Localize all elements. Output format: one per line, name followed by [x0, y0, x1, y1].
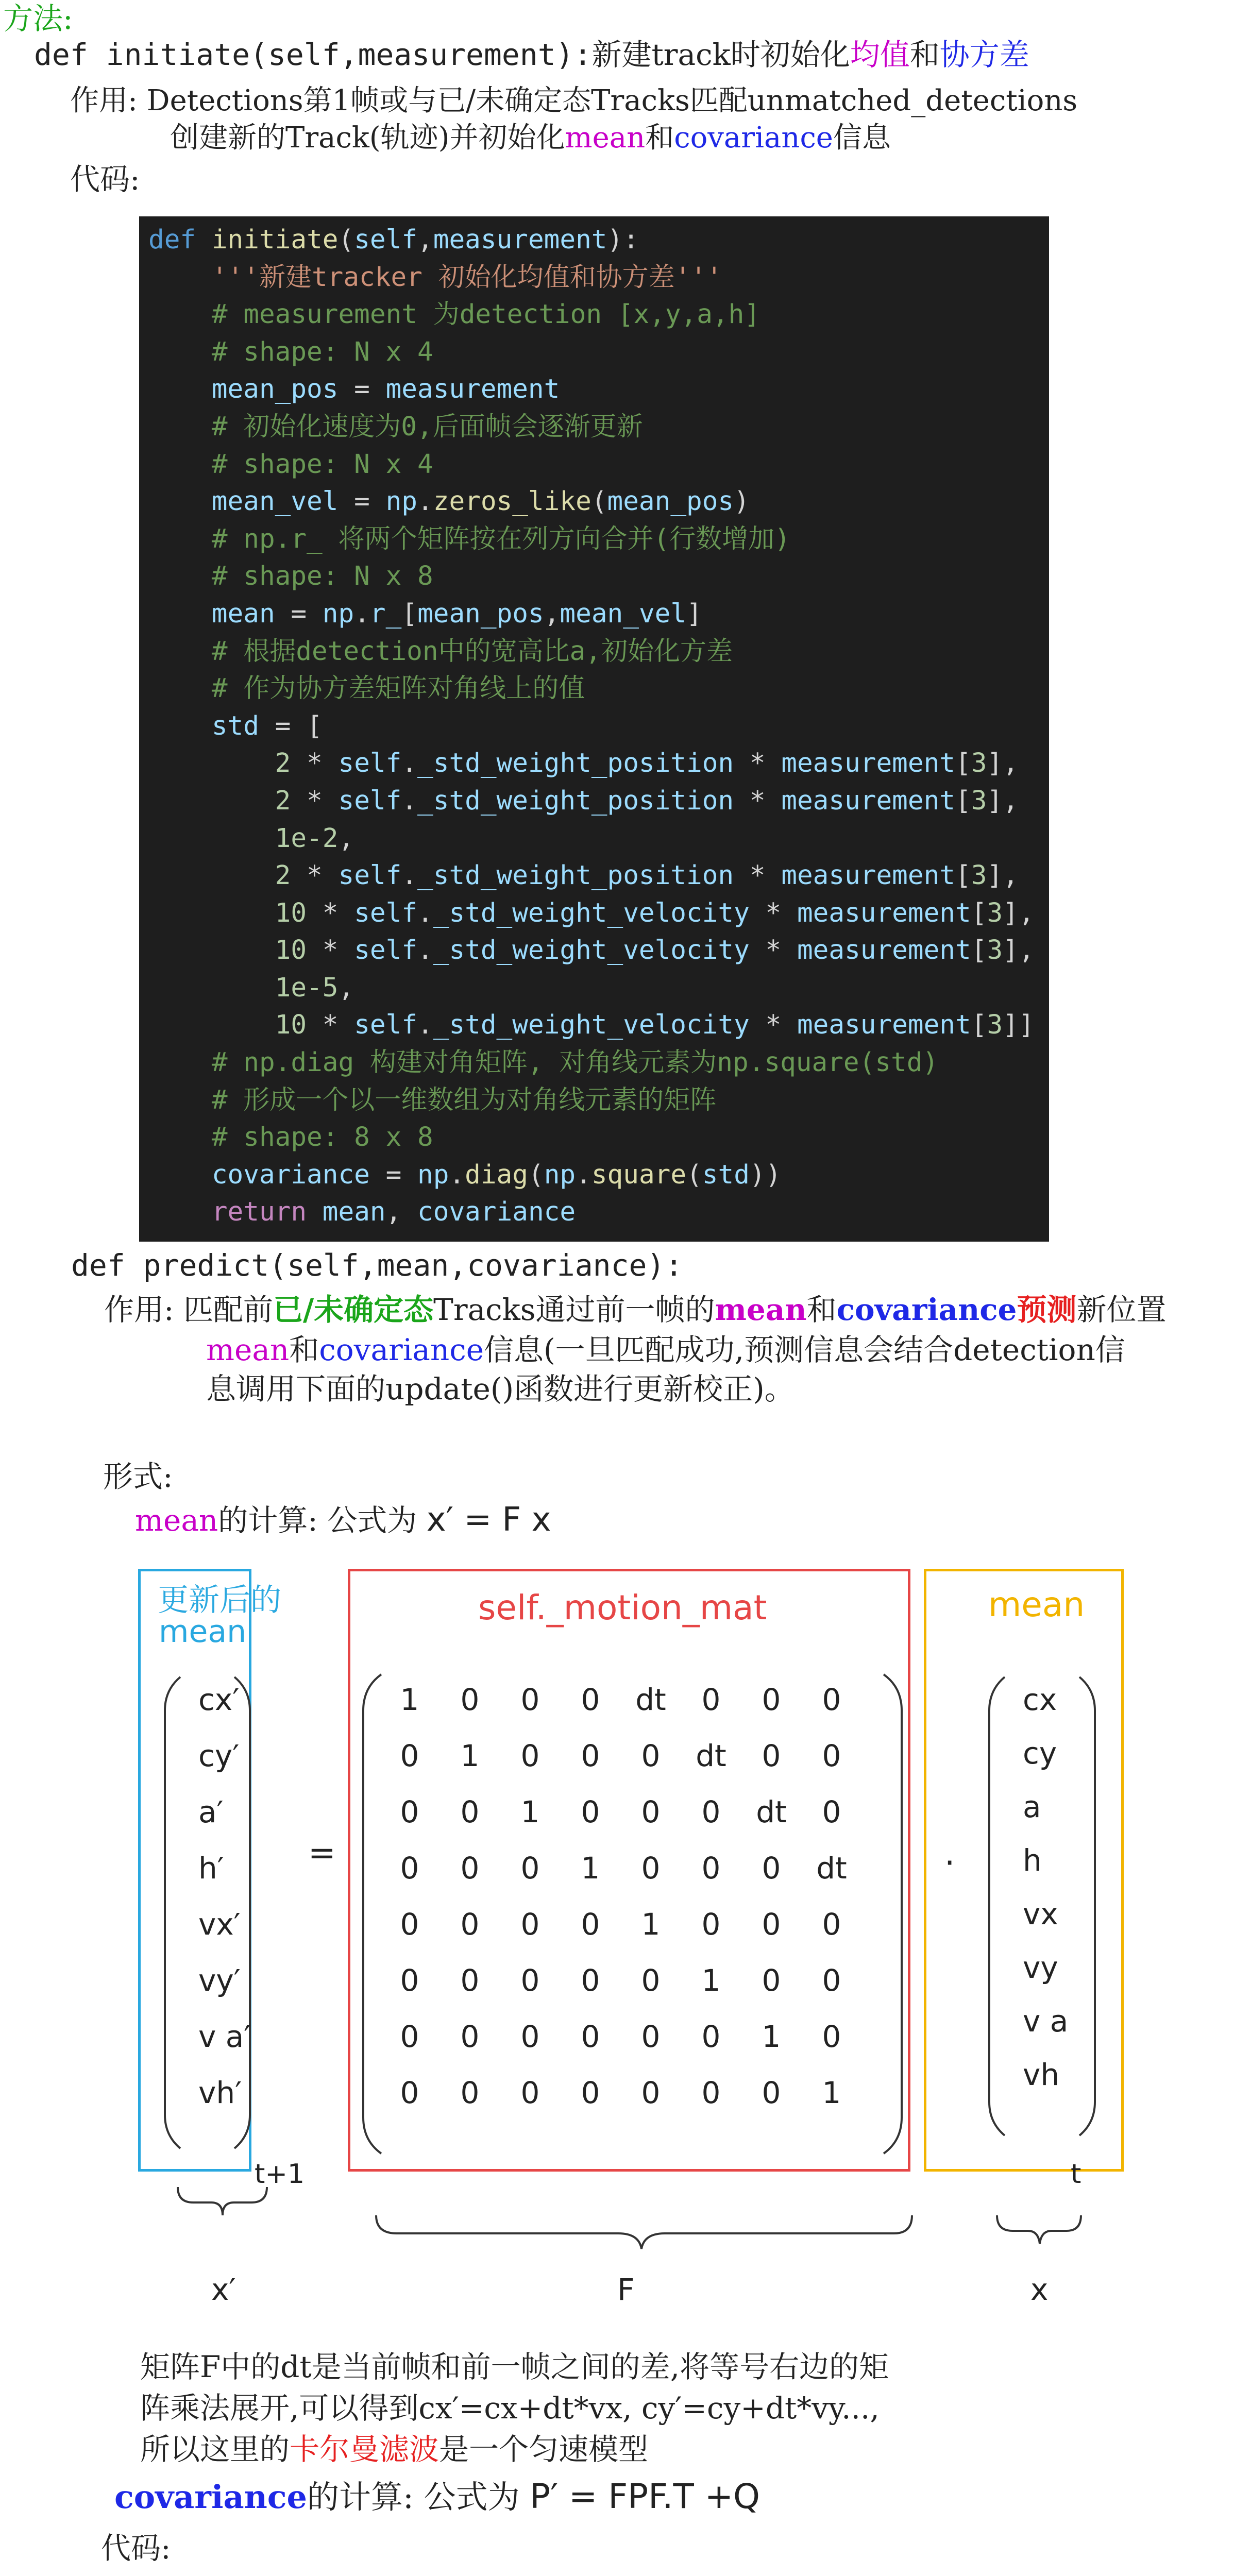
matrix-cell: 0 — [701, 1851, 721, 1886]
matrix-cell: 0 — [460, 1907, 480, 1942]
p-l1a: 作用: 匹配前 — [104, 1292, 273, 1327]
x-label: x — [1030, 2272, 1049, 2307]
matrix-cell: 0 — [400, 1851, 419, 1886]
initiate-cov-word: 协方差 — [939, 37, 1029, 72]
usage-and: 和 — [645, 121, 674, 155]
mean-formula: x′ = F x — [426, 1501, 551, 1539]
lhs-entry: h′ — [198, 1851, 224, 1886]
updated-mean-title-1: 更新后的 — [158, 1582, 281, 1618]
lhs-entry: cy′ — [198, 1738, 240, 1773]
explain-line3 — [140, 2431, 648, 2468]
rhs-entry: a — [1023, 1789, 1041, 1824]
matrix-cell: 1 — [822, 2075, 841, 2110]
matrix-cell: 0 — [460, 2019, 480, 2054]
matrix-cell: 0 — [762, 1682, 781, 1717]
p-l1e: 和 — [806, 1292, 837, 1327]
brace-x-prime — [178, 2187, 267, 2215]
matrix-cell: 0 — [822, 1907, 841, 1942]
matrix-cell: 0 — [581, 1794, 600, 1829]
matrix-cell: 0 — [460, 1963, 480, 1998]
lhs-entry: cx′ — [198, 1682, 240, 1717]
matrix-cell: 0 — [822, 2019, 841, 2054]
matrix-cell: dt — [756, 1794, 787, 1829]
F-label: F — [617, 2272, 635, 2307]
explain-line1: 矩阵F中的dt是当前帧和前一帧之间的差,将等号右边的矩 — [140, 2349, 889, 2384]
predict-usage-line3: 息调用下面的update()函数进行更新校正)。 — [206, 1371, 795, 1406]
dot-operator: · — [944, 1844, 955, 1883]
matrix-cell: 0 — [581, 1907, 600, 1942]
mean-calc-text: 的计算: 公式为 — [218, 1503, 417, 1538]
usage-cov: covariance — [674, 121, 833, 155]
matrix-cell: 1 — [400, 1682, 419, 1717]
matrix-cell: 0 — [460, 1794, 480, 1829]
matrix-cell: 0 — [460, 1851, 480, 1886]
explain-l3a: 所以这里的 — [140, 2432, 290, 2467]
matrix-cell: 0 — [400, 1794, 419, 1829]
matrix-cell: 0 — [641, 2019, 661, 2054]
brace-x — [997, 2215, 1081, 2244]
cov-calc-line — [114, 2478, 760, 2516]
matrix-cell: 0 — [822, 1963, 841, 1998]
matrix-cell: 0 — [400, 1963, 419, 1998]
matrix-cell: 0 — [520, 2075, 540, 2110]
matrix-cell: 0 — [701, 1682, 721, 1717]
matrix-cell: 0 — [641, 1963, 661, 1998]
matrix-cell: 0 — [701, 1907, 721, 1942]
matrix-cell: 0 — [581, 1963, 600, 1998]
rhs-entry: vy — [1023, 1950, 1058, 1985]
updated-mean-title-2: mean — [159, 1614, 247, 1650]
matrix-cell: 0 — [520, 2019, 540, 2054]
method-heading: 方法: — [3, 1, 73, 36]
rhs-entry: cy — [1023, 1736, 1057, 1771]
p-l2b: 和 — [289, 1332, 319, 1367]
usage-text: 创建新的Track(轨迹)并初始化 — [170, 121, 565, 155]
matrix-cell: dt — [696, 1738, 726, 1773]
matrix-cell: 0 — [520, 1851, 540, 1886]
matrix-cell: 0 — [762, 1907, 781, 1942]
matrix-cell: 0 — [641, 1738, 661, 1773]
matrix-cell: 0 — [701, 2075, 721, 2110]
matrix-cell: 1 — [460, 1738, 480, 1773]
motion-mat-title: self._motion_mat — [478, 1588, 767, 1628]
rhs-entry: v a — [1023, 2004, 1069, 2039]
matrix-cell: 0 — [581, 1738, 600, 1773]
matrix-cell: 0 — [581, 2075, 600, 2110]
matrix-cell: 0 — [400, 2075, 419, 2110]
mean-title: mean — [988, 1585, 1085, 1624]
explain-l3b: 卡尔曼滤波 — [290, 2432, 439, 2467]
p-l1f: covariance — [836, 1292, 1017, 1327]
t-plus-1-label: t+1 — [255, 2159, 305, 2190]
rhs-right-paren — [1079, 1677, 1095, 2136]
p-l1h: 新位置 — [1076, 1292, 1167, 1327]
matrix-cell: 1 — [701, 1963, 721, 1998]
matrix-cell: 1 — [581, 1851, 600, 1886]
matrix-cell: 0 — [762, 2075, 781, 2110]
usage-mean: mean — [565, 121, 646, 155]
matrix-cell: 0 — [762, 1738, 781, 1773]
rhs-entry: cx — [1023, 1682, 1057, 1717]
lhs-entry: vh′ — [198, 2075, 242, 2110]
code-label-2: 代码: — [101, 2531, 171, 2566]
initiate-and: 和 — [909, 37, 940, 72]
cov-calc-word: covariance — [114, 2478, 307, 2516]
matrix-cell: 0 — [701, 1794, 721, 1829]
matrix-cell: 0 — [581, 1682, 600, 1717]
cov-formula: P′ = FPF.T +Q — [530, 2477, 760, 2516]
matrix-cell: 0 — [641, 1794, 661, 1829]
matrix-cell: 0 — [762, 1851, 781, 1886]
initiate-def: def initiate(self,measurement): — [34, 37, 592, 72]
matrix-cell: 0 — [520, 1682, 540, 1717]
p-l2a: mean — [206, 1332, 290, 1367]
p-l1d: mean — [715, 1292, 807, 1327]
code-label-1: 代码: — [70, 162, 140, 197]
matrix-cell: 0 — [641, 2075, 661, 2110]
matrix-cell: 0 — [822, 1738, 841, 1773]
t-label: t — [1071, 2159, 1081, 2190]
predict-signature: def predict(self,mean,covariance): — [71, 1248, 683, 1283]
p-l1b: 已/未确定态 — [273, 1292, 434, 1327]
matrix-cell: 1 — [762, 2019, 781, 2054]
rhs-left-paren — [989, 1677, 1005, 2136]
p-l2d: 信息(一旦匹配成功,预测信息会结合detection信 — [484, 1332, 1125, 1367]
x-prime-label: x′ — [211, 2272, 236, 2307]
cov-calc-text: 的计算: 公式为 — [307, 2478, 520, 2516]
p-l1c: Tracks通过前一帧的 — [433, 1292, 715, 1327]
p-l2c: covariance — [319, 1332, 484, 1367]
matrix-cell: 0 — [460, 1682, 480, 1717]
matrix-cell: dt — [816, 1851, 847, 1886]
matrix-cell: 0 — [762, 1963, 781, 1998]
matrix-cell: 0 — [641, 1851, 661, 1886]
rhs-entry: h — [1023, 1843, 1042, 1878]
initiate-desc: 新建track时初始化 — [591, 37, 850, 72]
matrix-cell: 0 — [400, 1738, 419, 1773]
lhs-entry: a′ — [198, 1794, 224, 1829]
matrix-cell: 0 — [822, 1682, 841, 1717]
matrix-cell: 0 — [520, 1963, 540, 1998]
matrix-cell: 0 — [822, 1794, 841, 1829]
rhs-entry: vx — [1023, 1896, 1058, 1931]
mat-right-paren — [884, 1674, 902, 2154]
matrix-cell: 1 — [520, 1794, 540, 1829]
equals-sign: = — [308, 1834, 336, 1872]
matrix-cell: 1 — [641, 1907, 661, 1942]
rhs-entry: vh — [1023, 2057, 1060, 2092]
form-label: 形式: — [103, 1459, 173, 1494]
matrix-cell: 0 — [400, 1907, 419, 1942]
matrix-cell: dt — [635, 1682, 666, 1717]
initiate-usage-line1: 作用: Detections第1帧或与已/未确定态Tracks匹配unmatched_detections — [70, 84, 1078, 117]
matrix-cell: 0 — [520, 1738, 540, 1773]
initiate-code: def initiate(self,measurement): '''新建tracker 初始化均值和协方差''' # measurement 为detection [x,y,a,h] # shape: N x 4 mean_pos = measurement # 初始化速度为0,后面帧会逐渐更新 # shape: N x 4 mean_vel = np.zeros_like(mean_pos) # np.r_ 将两个矩阵按在列方向合并(行数增加) # shape: N x 8 mean = np.r_[mean_pos,mean_vel] # 根据detection中的宽高比a,初始化方差 # 作为协方差矩阵对角线上的值 std = [ 2 * self._std_weight_position * measurement[3], 2 * self._std_weight_position * measurement[3], 1e-2, 2 * self._std_weight_position * measurement[3], 10 * self._std_weight_velocity * measurement[3], 10 * self._std_weight_velocity * measurement[3], 1e-5, 10 * self._std_weight_velocity * measurement[3]] # np.diag 构建对角矩阵, 对角线元素为np.square(std) # 形成一个以一维数组为对角线元素的矩阵 # shape: 8 x 8 covariance = np.diag(np.square(std)) return mean, covariance — [148, 225, 1035, 1228]
mean-calc-word: mean — [135, 1503, 218, 1538]
explain-l3c: 是一个匀速模型 — [439, 2432, 649, 2467]
lhs-left-paren — [165, 1677, 180, 2148]
usage-info: 信息 — [833, 121, 891, 155]
brace-F — [376, 2215, 912, 2249]
matrix-cell: 0 — [400, 2019, 419, 2054]
p-l1g: 预测 — [1017, 1292, 1077, 1327]
matrix-cell: 0 — [460, 2075, 480, 2110]
matrix-cell: 0 — [581, 2019, 600, 2054]
initiate-mean-word: 均值 — [850, 37, 910, 72]
lhs-entry: vy′ — [198, 1963, 241, 1998]
lhs-entry: vx′ — [198, 1907, 241, 1942]
lhs-entry: v a′ — [198, 2019, 251, 2054]
matrix-cell: 0 — [520, 1907, 540, 1942]
matrix-cell: 0 — [701, 2019, 721, 2054]
explain-line2: 阵乘法展开,可以得到cx′=cx+dt*vx, cy′=cy+dt*vy..., — [140, 2391, 880, 2426]
